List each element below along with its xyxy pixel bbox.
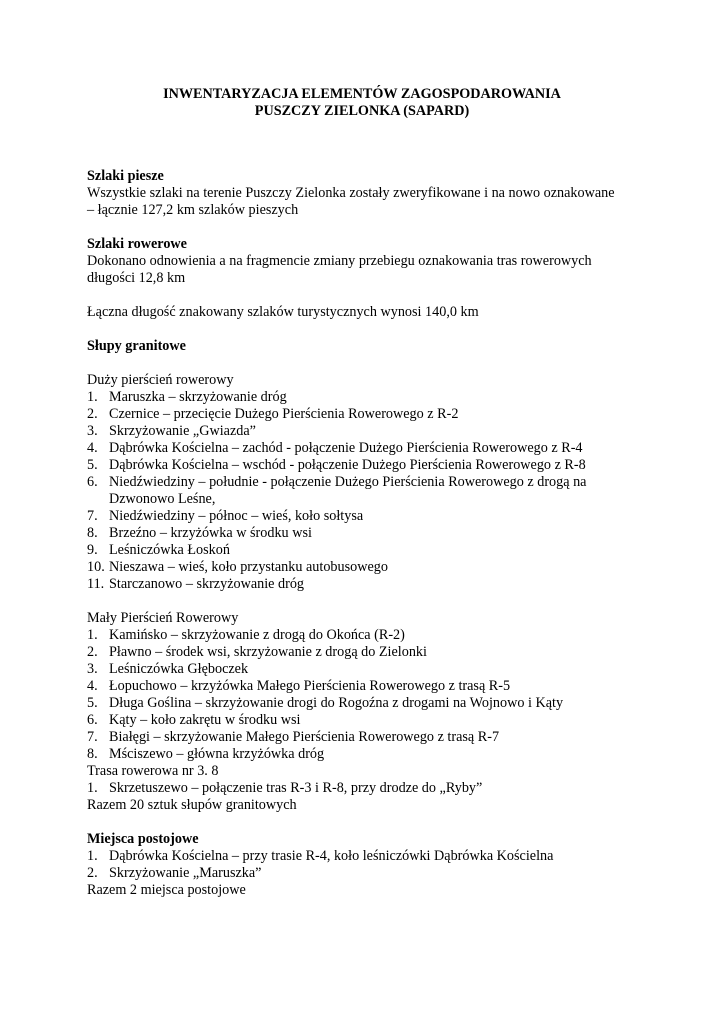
list-number: 8. — [87, 525, 98, 541]
document-title — [0, 86, 724, 120]
list-item — [87, 559, 647, 576]
list-text-continued: Dzwonowo Leśne, — [109, 491, 216, 507]
list-text: Niedźwiedziny – północ – wieś, koło sołtysa — [109, 508, 364, 524]
list-number: 6. — [87, 474, 98, 490]
list-item — [87, 848, 647, 865]
section-heading-slupy: Słupy granitowe — [87, 338, 186, 354]
total-length-text: Łączna długość znakowany szlaków turystycznych wynosi 140,0 km — [87, 304, 479, 320]
list-text: Kąty – koło zakrętu w środku wsi — [109, 712, 301, 728]
list-number: 9. — [87, 542, 98, 558]
list-text: Łopuchowo – krzyżówka Małego Pierścienia Rowerowego z trasą R-5 — [109, 678, 511, 694]
subheading-duzy-pierscien: Duży pierścień rowerowy — [87, 372, 234, 388]
miejsca-list — [87, 848, 647, 882]
list-text: Maruszka – skrzyżowanie dróg — [109, 389, 287, 405]
list-text: Pławno – środek wsi, skrzyżowanie z drogą do Zielonki — [109, 644, 427, 660]
list-item — [87, 780, 647, 797]
list-number: 6. — [87, 712, 98, 728]
list-item — [87, 474, 647, 508]
list-number: 1. — [87, 848, 98, 864]
list-text: Mściszewo – główna krzyżówka dróg — [109, 746, 325, 762]
list-text: Starczanowo – skrzyżowanie dróg — [109, 576, 305, 592]
section-heading-szlaki-rowerowe: Szlaki rowerowe — [87, 236, 187, 252]
list-text: Kamińsko – skrzyżowanie z drogą do Okońca (R-2) — [109, 627, 405, 643]
list-number: 2. — [87, 865, 98, 881]
section-heading-miejsca-postojowe: Miejsca postojowe — [87, 831, 199, 847]
list-number: 11. — [87, 576, 105, 592]
list-item — [87, 542, 647, 559]
title-line-2: PUSZCZY ZIELONKA (SAPARD) — [254, 103, 470, 119]
duzy-pierscien-list — [87, 389, 647, 593]
maly-pierscien-list — [87, 627, 647, 763]
miejsca-total-text: Razem 2 miejsca postojowe — [87, 882, 246, 898]
list-text: Białęgi – skrzyżowanie Małego Pierścienia Rowerowego z trasą R-7 — [109, 729, 500, 745]
title-line-1: INWENTARYZACJA ELEMENTÓW ZAGOSPODAROWANIA — [163, 86, 561, 102]
list-number: 3. — [87, 661, 98, 677]
list-item — [87, 406, 647, 423]
list-item — [87, 576, 647, 593]
list-item — [87, 865, 647, 882]
list-text: Dąbrówka Kościelna – wschód - połączenie Dużego Pierścienia Rowerowego z R-8 — [109, 457, 586, 473]
list-number: 7. — [87, 508, 98, 524]
list-item — [87, 644, 647, 661]
subheading-trasa-rowerowa: Trasa rowerowa nr 3. 8 — [87, 763, 219, 779]
list-item — [87, 627, 647, 644]
slupy-total-text: Razem 20 sztuk słupów granitowych — [87, 797, 297, 813]
trasa-list — [87, 780, 647, 797]
list-number: 1. — [87, 627, 98, 643]
list-item — [87, 440, 647, 457]
list-number: 4. — [87, 440, 98, 456]
list-number: 3. — [87, 423, 98, 439]
list-text: Czernice – przecięcie Dużego Pierścienia Rowerowego z R-2 — [109, 406, 459, 422]
list-number: 4. — [87, 678, 98, 694]
paragraph-line: – łącznie 127,2 km szlaków pieszych — [87, 202, 299, 218]
list-text: Niedźwiedziny – południe - połączenie Dużego Pierścienia Rowerowego z drogą na — [109, 474, 587, 490]
subheading-maly-pierscien: Mały Pierścień Rowerowy — [87, 610, 239, 626]
list-item — [87, 729, 647, 746]
list-text: Leśniczówka Łoskoń — [109, 542, 230, 558]
list-item — [87, 678, 647, 695]
list-text: Brzeźno – krzyżówka w środku wsi — [109, 525, 312, 541]
paragraph-line: długości 12,8 km — [87, 270, 186, 286]
list-number: 8. — [87, 746, 98, 762]
list-number: 2. — [87, 644, 98, 660]
list-number: 2. — [87, 406, 98, 422]
list-text: Skrzyżowanie „Maruszka” — [109, 865, 262, 881]
list-item — [87, 423, 647, 440]
paragraph-line: Wszystkie szlaki na terenie Puszczy Zielonka zostały zweryfikowane i na nowo oznakowane — [87, 185, 615, 201]
list-item — [87, 525, 647, 542]
list-item — [87, 457, 647, 474]
list-number: 1. — [87, 389, 98, 405]
list-text: Dąbrówka Kościelna – przy trasie R-4, koło leśniczówki Dąbrówka Kościelna — [109, 848, 554, 864]
list-text: Skrzetuszewo – połączenie tras R-3 i R-8, przy drodze do „Ryby” — [109, 780, 483, 796]
list-number: 5. — [87, 457, 98, 473]
list-number: 10. — [87, 559, 105, 575]
list-number: 5. — [87, 695, 98, 711]
list-number: 1. — [87, 780, 98, 796]
list-text: Leśniczówka Głęboczek — [109, 661, 249, 677]
list-text: Nieszawa – wieś, koło przystanku autobusowego — [109, 559, 388, 575]
list-item — [87, 695, 647, 712]
paragraph-line: Dokonano odnowienia a na fragmencie zmiany przebiegu oznakowania tras rowerowych — [87, 253, 592, 269]
list-item — [87, 712, 647, 729]
list-text: Dąbrówka Kościelna – zachód - połączenie Dużego Pierścienia Rowerowego z R-4 — [109, 440, 583, 456]
list-item — [87, 508, 647, 525]
list-text: Długa Goślina – skrzyżowanie drogi do Rogoźna z drogami na Wojnowo i Kąty — [109, 695, 564, 711]
list-item — [87, 389, 647, 406]
document-body — [87, 168, 647, 899]
list-text: Skrzyżowanie „Gwiazda” — [109, 423, 256, 439]
list-item — [87, 746, 647, 763]
section-heading-szlaki-piesze: Szlaki piesze — [87, 168, 164, 184]
list-item — [87, 661, 647, 678]
list-number: 7. — [87, 729, 98, 745]
